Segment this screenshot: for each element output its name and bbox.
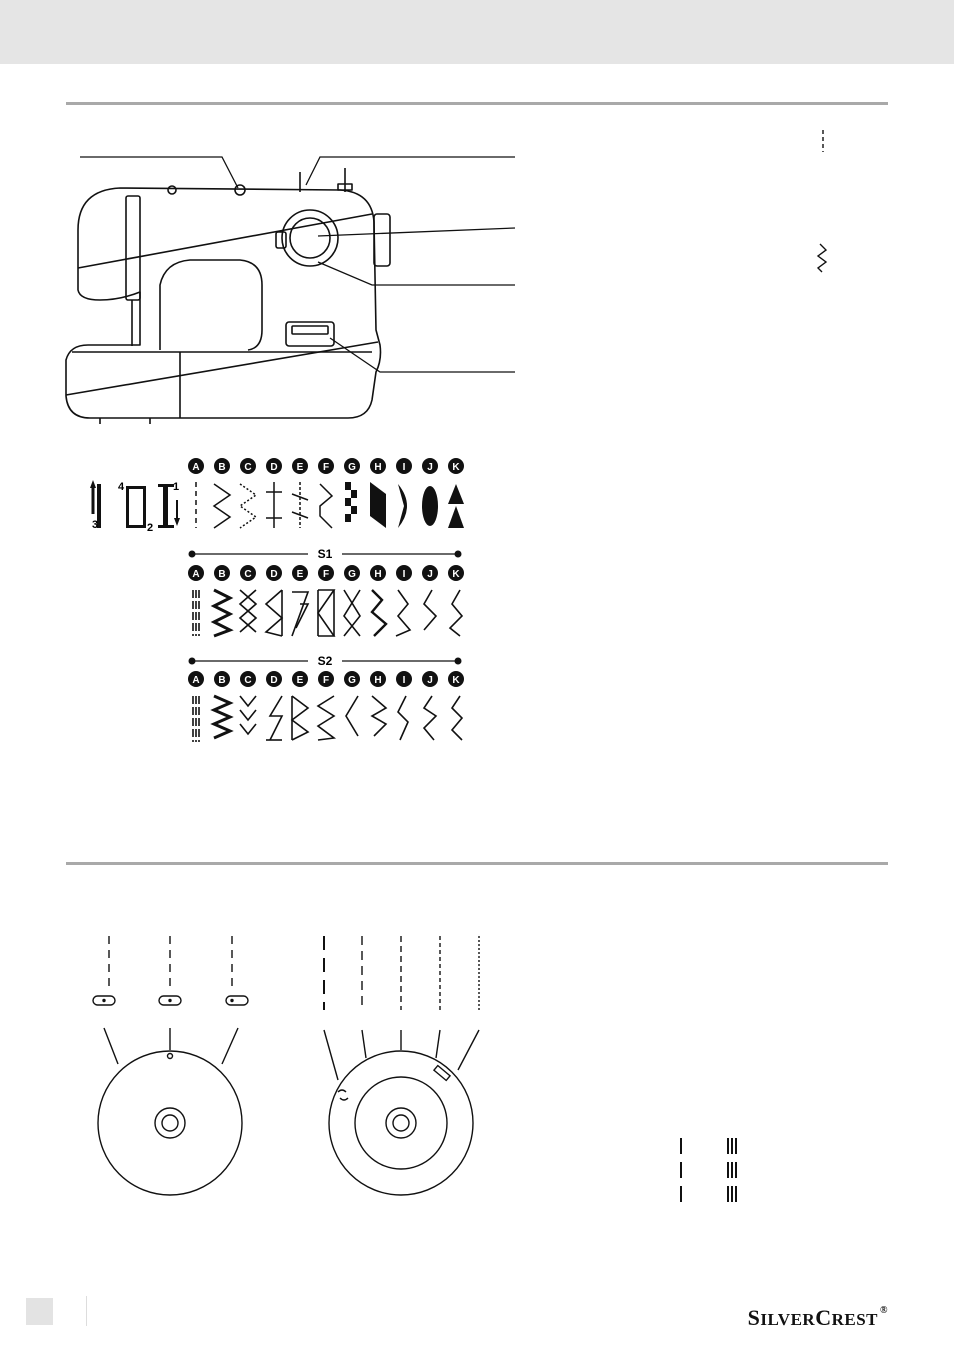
row3-letter-i: I	[402, 675, 406, 686]
footer-divider	[86, 1296, 87, 1326]
width-settings-markers	[681, 1138, 736, 1202]
row2-letter-d: D	[270, 569, 278, 580]
buttonhole-step-2: 2	[147, 522, 154, 534]
row1-letter-h: H	[374, 462, 382, 473]
row2-letter-c: C	[244, 569, 252, 580]
row3-letter-b: B	[218, 675, 226, 686]
row2-letter-i: I	[402, 569, 406, 580]
row1-letter-f: F	[322, 462, 330, 473]
brand-ilver: ILVER	[760, 1310, 816, 1329]
brand-logo	[748, 1305, 888, 1331]
row1-letter-i: I	[402, 462, 406, 473]
row1-letter-k: K	[452, 462, 460, 473]
row2-letter-h: H	[374, 569, 382, 580]
row2-letter-a: A	[192, 569, 200, 580]
buttonhole-step-4: 4	[118, 481, 125, 493]
row2-letter-f: F	[322, 569, 330, 580]
row3-letter-a: A	[192, 675, 200, 686]
brand-s: S	[747, 1305, 761, 1330]
brand-rest: REST	[831, 1310, 879, 1329]
brand-registered-mark: ®	[880, 1305, 888, 1316]
row3-letter-j: J	[427, 675, 433, 686]
row3-letter-f: F	[322, 675, 330, 686]
row3-letter-e: E	[296, 675, 304, 686]
s1-header-label: S1	[317, 547, 333, 561]
row3-letter-d: D	[270, 675, 278, 686]
row1-letter-j: J	[427, 462, 433, 473]
row1-letter-b: B	[218, 462, 226, 473]
buttonhole-step-1: 1	[173, 481, 180, 493]
buttonhole-step-3: 3	[92, 519, 99, 531]
row2-letter-j: J	[427, 569, 433, 580]
row3-letter-g: G	[348, 675, 356, 686]
row3-letter-k: K	[452, 675, 460, 686]
row2-letter-e: E	[296, 569, 304, 580]
row3-letter-h: H	[374, 675, 382, 686]
row1-letter-d: D	[270, 462, 278, 473]
row3-letter-c: C	[244, 675, 252, 686]
row1-letter-e: E	[296, 462, 304, 473]
row1-letter-c: C	[244, 462, 252, 473]
s2-header-label: S2	[317, 654, 333, 668]
row1-letter-g: G	[348, 462, 356, 473]
row2-letter-g: G	[348, 569, 356, 580]
brand-c: C	[815, 1305, 832, 1330]
row2-letter-k: K	[452, 569, 460, 580]
page-number-box	[26, 1298, 53, 1325]
row1-letter-a: A	[192, 462, 200, 473]
row2-letter-b: B	[218, 569, 226, 580]
